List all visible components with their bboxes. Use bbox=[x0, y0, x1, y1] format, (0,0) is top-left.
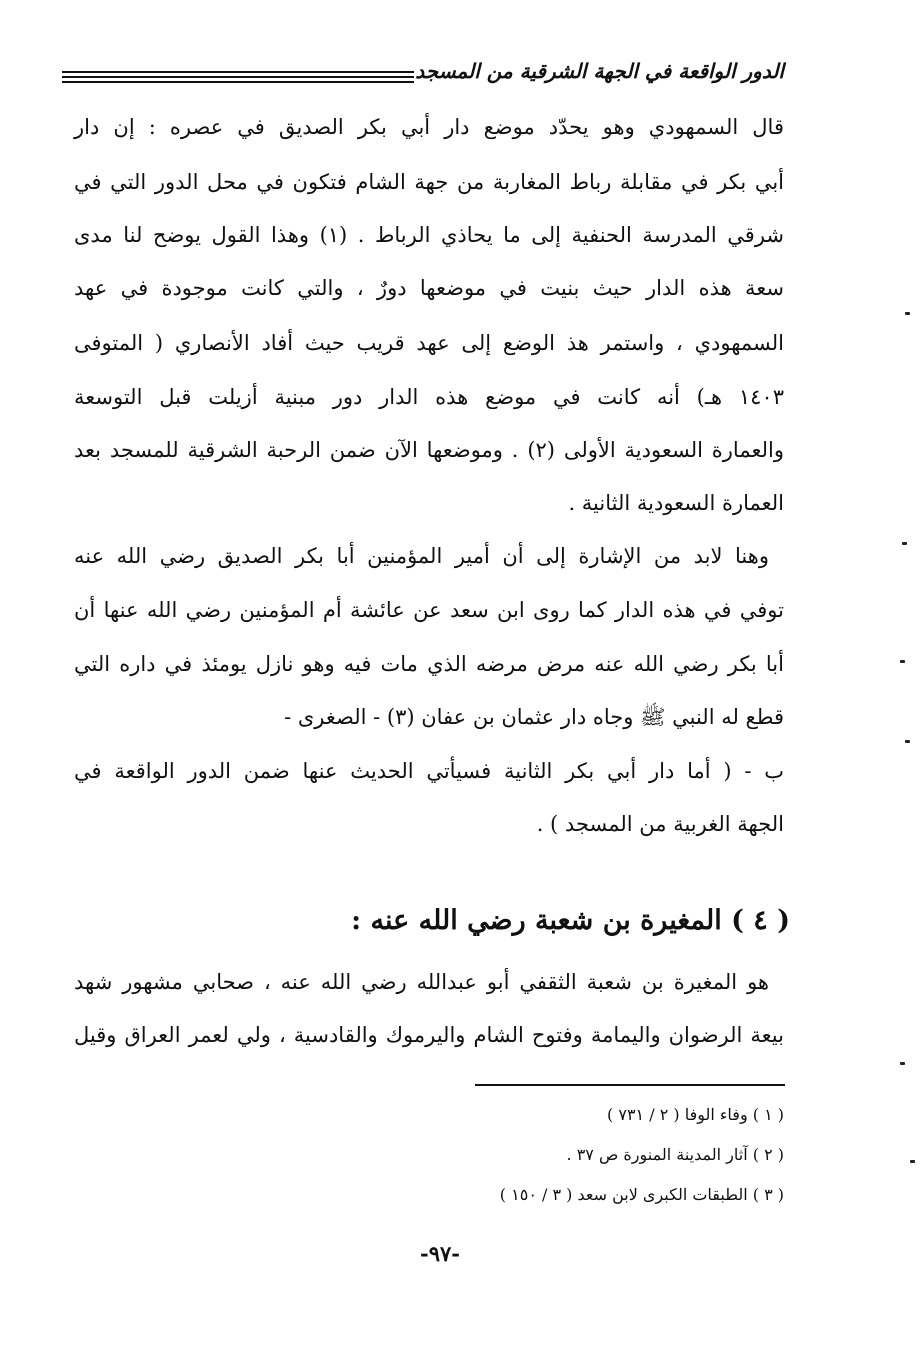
body-line: شرقي المدرسة الحنفية إلى ما يحاذي الرباط . (١) وهذا القول يوضح لنا مدى bbox=[74, 223, 785, 247]
body-line: الجهة الغربية من المسجد ) . bbox=[536, 812, 784, 836]
body-line: قال السمهودي وهو يحدّد موضع دار أبي بكر الصديق في عصره : إن دار bbox=[74, 115, 784, 139]
body-line: العمارة السعودية الثانية . bbox=[568, 491, 784, 515]
scan-speck bbox=[910, 1160, 915, 1163]
body-line: توفي في هذه الدار كما روى ابن سعد عن عائشة أم المؤمنين رضي الله عنها أن bbox=[74, 598, 784, 622]
body-line: أبي بكر في مقابلة رباط المغاربة من جهة الشام فتكون في محل الدور التي في bbox=[74, 170, 784, 194]
body-line: وهنا لابد من الإشارة إلى أن أمير المؤمنين أبا بكر الصديق رضي الله عنه bbox=[74, 544, 769, 568]
scan-speck bbox=[902, 542, 907, 545]
scan-speck bbox=[905, 740, 910, 743]
body-line: والعمارة السعودية الأولى (٢) . وموضعها الآن ضمن الرحبة الشرقية للمسجد بعد bbox=[74, 438, 784, 462]
body-line: سعة هذه الدار حيث بنيت في موضعها دورٌ ، والتي كانت موجودة في عهد bbox=[74, 276, 784, 300]
scan-speck bbox=[900, 660, 905, 663]
footnote: ( ١ ) وفاء الوفا ( ٢ / ٧٣١ ) bbox=[607, 1105, 784, 1124]
section-heading: ( ٤ ) المغيرة بن شعبة رضي الله عنه : bbox=[351, 905, 790, 936]
body-line: أبا بكر رضي الله عنه مرض مرضه الذي مات فيه وهو نازل يومئذ في داره التي bbox=[74, 652, 784, 676]
body-line: ١٤٠٣ هـ) أنه كانت في موضع هذه الدار دور مبنية أزيلت قبل التوسعة bbox=[74, 385, 784, 409]
scan-speck bbox=[900, 1062, 905, 1065]
body-line: السمهودي ، واستمر هذ الوضع إلى عهد قريب حيث أفاد الأنصاري ( المتوفى bbox=[74, 331, 784, 355]
footnote-separator bbox=[475, 1084, 785, 1086]
footnote: ( ٢ ) آثار المدينة المنورة ص ٣٧ . bbox=[566, 1145, 784, 1164]
scan-speck bbox=[905, 312, 910, 315]
page-number: -٩٧- bbox=[420, 1241, 460, 1266]
running-header-title: الدور الواقعة في الجهة الشرقية من المسجد bbox=[415, 59, 784, 83]
section-line: بيعة الرضوان واليمامة وفتوح الشام واليرموك والقادسية ، ولي لعمر العراق وقيل bbox=[74, 1023, 784, 1047]
footnote: ( ٣ ) الطبقات الكبرى لابن سعد ( ٣ / ١٥٠ ) bbox=[499, 1185, 784, 1204]
header-rule bbox=[62, 81, 414, 83]
header-rule bbox=[62, 71, 414, 73]
running-header bbox=[62, 55, 784, 95]
section-line: هو المغيرة بن شعبة الثقفي أبو عبدالله رضي الله عنه ، صحابي مشهور شهد bbox=[74, 970, 769, 994]
header-rule bbox=[62, 76, 414, 78]
body-line: قطع له النبي ﷺ وجاه دار عثمان بن عفان (٣) - الصغرى - bbox=[284, 705, 784, 729]
body-line: ب - ( أما دار أبي بكر الثانية فسيأتي الحديث عنها ضمن الدور الواقعة في bbox=[74, 759, 784, 783]
